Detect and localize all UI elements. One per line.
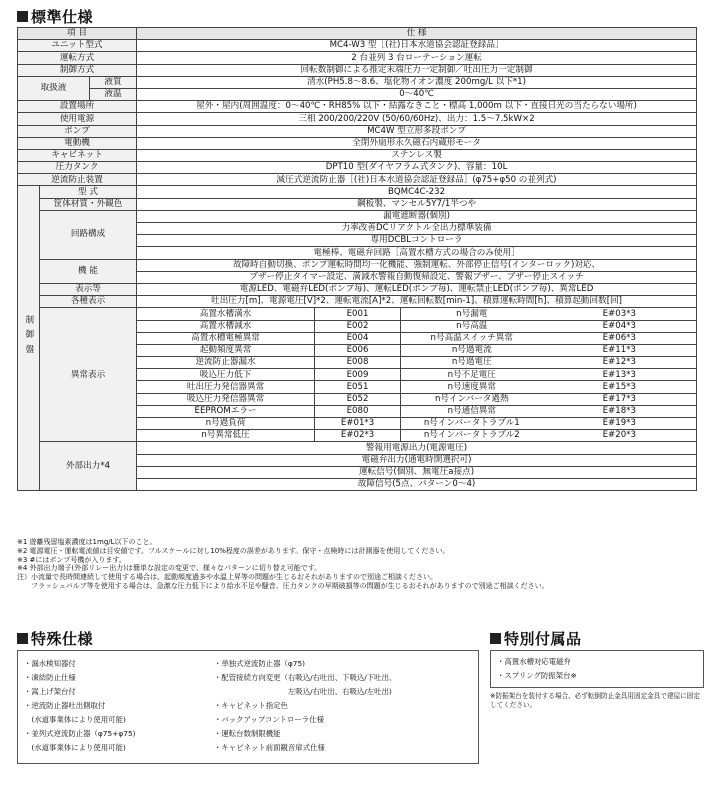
table-row bbox=[18, 101, 697, 113]
row-value: 電極棒、電磁弁回路［高置水槽方式の場合のみ使用］ bbox=[137, 247, 697, 259]
table-row bbox=[18, 198, 697, 210]
list-item: ・バックアップコントローラ仕様 bbox=[214, 715, 324, 724]
error-name: n号過電圧 bbox=[401, 357, 543, 369]
error-code: E008 bbox=[315, 357, 401, 369]
footnote: ※4 外部出力端子(外部リレー出力)は簡単な設定の変更で、様々なパターンに切り替え可能です。 bbox=[17, 564, 322, 573]
special-spec-box bbox=[17, 650, 479, 764]
footnote: ※2 電源電圧・運転電流値は目安値です。フルスケールに対し10%程度の誤差があります。保守・点検時には計測器を使用してください。 bbox=[17, 546, 450, 555]
error-name: 高置水槽満水 bbox=[137, 308, 315, 320]
row-value: 吐出圧力[m]、電源電圧[V]*2、運転電流[A]*2、運転回転数[min-1]、積算運転時間[h]、積算起動回数[回] bbox=[137, 296, 697, 308]
error-code: E#18*3 bbox=[543, 405, 697, 417]
error-name: 高置水槽減水 bbox=[137, 320, 315, 332]
error-code: E006 bbox=[315, 344, 401, 356]
row-value: ステンレス製 bbox=[137, 149, 697, 161]
error-name: 吐出圧力発信器異常 bbox=[137, 381, 315, 393]
standard-spec-title-text: 標準仕様 bbox=[31, 8, 94, 26]
row-value: 運転信号(個別、無電圧a接点) bbox=[137, 466, 697, 478]
error-name: n号インバータ過熱 bbox=[401, 393, 543, 405]
error-name: n号過負荷 bbox=[137, 418, 315, 430]
error-code: E#17*3 bbox=[543, 393, 697, 405]
table-row bbox=[18, 296, 697, 308]
list-item: (水道事業体により使用可能) bbox=[24, 715, 126, 724]
error-name: n号高温 bbox=[401, 320, 543, 332]
error-code: E080 bbox=[315, 405, 401, 417]
error-code: E#01*3 bbox=[315, 418, 401, 430]
row-label: 型 式 bbox=[40, 186, 137, 198]
list-item: ・嵩上げ架台付 bbox=[24, 687, 76, 696]
special-spec-title-text: 特殊仕様 bbox=[31, 630, 94, 648]
table-header-row bbox=[18, 28, 697, 40]
list-item: 左吸込/右吐出、右吸込/左吐出) bbox=[214, 687, 392, 696]
row-label: 運転方式 bbox=[18, 52, 137, 64]
table-row bbox=[18, 52, 697, 64]
row-label: 使用電源 bbox=[18, 113, 137, 125]
accessories-title-text: 特別付属品 bbox=[504, 630, 582, 648]
list-item: ・並列式逆流防止器（φ75+φ75) bbox=[24, 729, 136, 738]
row-sublabel: 液温 bbox=[90, 88, 137, 100]
table-row bbox=[18, 162, 697, 174]
error-code: E#20*3 bbox=[543, 430, 697, 442]
row-label: 異常表示 bbox=[40, 308, 137, 442]
row-label: 表示等 bbox=[40, 283, 137, 295]
footnote: ※1 遊離残留塩素濃度は1mg/L以下のこと。 bbox=[17, 538, 157, 546]
control-panel-label-text: 制御盤 bbox=[23, 315, 34, 359]
row-value: 全閉外扇形永久磁石内蔵形モータ bbox=[137, 137, 697, 149]
table-row bbox=[18, 283, 697, 295]
header-spec: 仕 様 bbox=[137, 28, 697, 40]
table-row bbox=[18, 210, 697, 222]
row-label: ポンプ bbox=[18, 125, 137, 137]
row-value: MC4-W3 型［(社)日本水道協会認証登録品］ bbox=[137, 40, 697, 52]
row-value: ブザー停止タイマー設定、満減水警報自動復帰設定、警報ブザー、ブザー停止スイッチ bbox=[137, 271, 697, 283]
row-sublabel: 液質 bbox=[90, 76, 137, 88]
error-name: n号速度異常 bbox=[401, 381, 543, 393]
row-value: 専用DCBLコントローラ bbox=[137, 235, 697, 247]
error-name: n号インバータトラブル2 bbox=[401, 430, 543, 442]
row-label: 回路構成 bbox=[40, 210, 137, 259]
row-value: 鋼板製、マンセル5Y7/1半つや bbox=[137, 198, 697, 210]
row-value: BQMC4C-232 bbox=[137, 186, 697, 198]
list-item: ・漏水検知器付 bbox=[24, 659, 76, 668]
error-name: EEPROMエラー bbox=[137, 405, 315, 417]
error-name: n号通信異常 bbox=[401, 405, 543, 417]
list-item: ・キャビネット指定色 bbox=[214, 701, 288, 710]
row-value: 電源LED、電磁弁LED(ポンプ毎)、運転LED(ポンプ毎)、運転禁止LED(ポンプ毎)、異常LED bbox=[137, 283, 697, 295]
list-item: ・逆流防止器吐出側取付 bbox=[24, 701, 106, 710]
standard-spec-table bbox=[17, 27, 697, 491]
row-value: 故障時自動切換、ポンプ運転時間均一化機能、強制運転、外部停止信号(インターロック)対応、 bbox=[137, 259, 697, 271]
row-value: 0〜40℃ bbox=[137, 88, 697, 100]
footnote: 注）小流量で長時間連続して使用する場合は、起動頻度過多や水温上昇等の問題が生じるおそれがありますので別途ご相談ください。 bbox=[17, 573, 437, 582]
error-name: 吸込圧力発信器異常 bbox=[137, 393, 315, 405]
row-label: 制御方式 bbox=[18, 64, 137, 76]
error-name: 高置水槽電極異常 bbox=[137, 332, 315, 344]
control-panel-label bbox=[18, 186, 40, 491]
error-name: n号異常低圧 bbox=[137, 430, 315, 442]
error-name: n号高温スイッチ異常 bbox=[401, 332, 543, 344]
list-item: ・単独式逆流防止器（φ75) bbox=[214, 659, 306, 668]
row-value: DPT10 型(ダイヤフラム式タンク)、容量：10L bbox=[137, 162, 697, 174]
accessories-note: ※防振架台を装付する場合、必ず転倒防止金具用固定金具で建屋に固定してください。 bbox=[490, 692, 700, 709]
table-row bbox=[18, 113, 697, 125]
row-value: 故障信号(5点、パターン0〜4) bbox=[137, 478, 697, 490]
special-spec-col-2 bbox=[214, 657, 396, 755]
row-value: 清水(PH5.8〜8.6、塩化物イオン濃度 200mg/L 以下*1) bbox=[137, 76, 697, 88]
table-row bbox=[18, 186, 697, 198]
row-value: 減圧式逆流防止器［(社)日本水道協会認証登録品］(φ75+φ50 の並列式) bbox=[137, 174, 697, 186]
error-code: E002 bbox=[315, 320, 401, 332]
list-item: (水道事業体により使用可能) bbox=[24, 743, 126, 752]
list-item: ・キャビネット前面観音扉式仕様 bbox=[214, 743, 325, 752]
error-name: 吸込圧力低下 bbox=[137, 369, 315, 381]
accessories-title bbox=[490, 628, 582, 649]
error-code: E001 bbox=[315, 308, 401, 320]
error-row bbox=[18, 308, 697, 320]
error-code: E#02*3 bbox=[315, 430, 401, 442]
error-name: n号漏電 bbox=[401, 308, 543, 320]
row-label: 各種表示 bbox=[40, 296, 137, 308]
error-code: E#03*3 bbox=[543, 308, 697, 320]
table-row bbox=[18, 137, 697, 149]
error-name: n号過電流 bbox=[401, 344, 543, 356]
header-item: 項 目 bbox=[18, 28, 137, 40]
row-label: 取扱液 bbox=[18, 76, 90, 100]
table-row bbox=[18, 64, 697, 76]
table-row bbox=[18, 442, 697, 454]
error-code: E009 bbox=[315, 369, 401, 381]
table-row bbox=[18, 76, 697, 88]
table-row bbox=[18, 174, 697, 186]
row-value: 警報用電源出力(電源電圧) bbox=[137, 442, 697, 454]
error-code: E#06*3 bbox=[543, 332, 697, 344]
footnotes bbox=[17, 538, 707, 591]
row-label: 圧力タンク bbox=[18, 162, 137, 174]
row-label: 外部出力*4 bbox=[40, 442, 137, 491]
section-square-icon bbox=[17, 11, 28, 22]
error-name: n号インバータトラブル1 bbox=[401, 418, 543, 430]
table-row bbox=[18, 149, 697, 161]
error-code: E052 bbox=[315, 393, 401, 405]
error-code: E#19*3 bbox=[543, 418, 697, 430]
error-code: E#11*3 bbox=[543, 344, 697, 356]
row-value: 2 台並列 3 台ローテーション運転 bbox=[137, 52, 697, 64]
row-value: 漏電遮断器(個別) bbox=[137, 210, 697, 222]
list-item: ・配管接続方向変更（右吸込/右吐出、下吸込/下吐出、 bbox=[214, 673, 397, 682]
accessories-list bbox=[497, 655, 577, 683]
error-code: E#04*3 bbox=[543, 320, 697, 332]
special-spec-col-1 bbox=[24, 657, 136, 755]
error-code: E#12*3 bbox=[543, 357, 697, 369]
row-value: MC4W 型立形多段ポンプ bbox=[137, 125, 697, 137]
row-label: キャビネット bbox=[18, 149, 137, 161]
row-label: ユニット型式 bbox=[18, 40, 137, 52]
row-label: 電動機 bbox=[18, 137, 137, 149]
error-code: E#15*3 bbox=[543, 381, 697, 393]
row-value: 電磁弁出力(通電時開選択可) bbox=[137, 454, 697, 466]
row-value: 回転数制御による推定末端圧力一定制御／吐出圧力一定制御 bbox=[137, 64, 697, 76]
special-spec-title bbox=[17, 628, 93, 649]
error-code: E#13*3 bbox=[543, 369, 697, 381]
row-label: 機 能 bbox=[40, 259, 137, 283]
error-name: n号不足電圧 bbox=[401, 369, 543, 381]
section-square-icon bbox=[490, 633, 501, 644]
row-label: 筐体材質・外観色 bbox=[40, 198, 137, 210]
row-label: 逆流防止装置 bbox=[18, 174, 137, 186]
row-label: 設置場所 bbox=[18, 101, 137, 113]
footnote: ※3 #にはポンプ号機が入ります。 bbox=[17, 555, 126, 564]
list-item: ・運転台数制限機能 bbox=[214, 729, 281, 738]
accessories-box bbox=[490, 650, 704, 688]
error-name: 起動頻度異常 bbox=[137, 344, 315, 356]
section-square-icon bbox=[17, 633, 28, 644]
table-row bbox=[18, 259, 697, 271]
row-value: 屋外・屋内(周囲温度：0〜40℃・RH85% 以下・結露なきこと・標高 1,000m 以下・直接日光の当たらない場所) bbox=[137, 101, 697, 113]
standard-spec-title bbox=[17, 6, 93, 27]
table-row bbox=[18, 88, 697, 100]
table-row bbox=[18, 125, 697, 137]
row-value: 力率改善DCリアクトル全出力標準装備 bbox=[137, 223, 697, 235]
table-row bbox=[18, 40, 697, 52]
footnote: フラッシュバルブ等を使用する場合は、急激な圧力低下により給水不足や騒音、圧力タンクの早期破損等の問題が生じるおそれがありますので別途ご相談ください。 bbox=[17, 581, 549, 590]
row-value: 三相 200/200/220V (50/60/60Hz)、出力：1.5〜7.5kW×2 bbox=[137, 113, 697, 125]
error-name: 逆流防止器漏水 bbox=[137, 357, 315, 369]
error-code: E051 bbox=[315, 381, 401, 393]
list-item: ・高置水槽対応電磁弁 bbox=[497, 657, 571, 666]
error-code: E004 bbox=[315, 332, 401, 344]
list-item: ・凍結防止仕様 bbox=[24, 673, 76, 682]
list-item: ・スプリング防振架台※ bbox=[497, 671, 577, 680]
